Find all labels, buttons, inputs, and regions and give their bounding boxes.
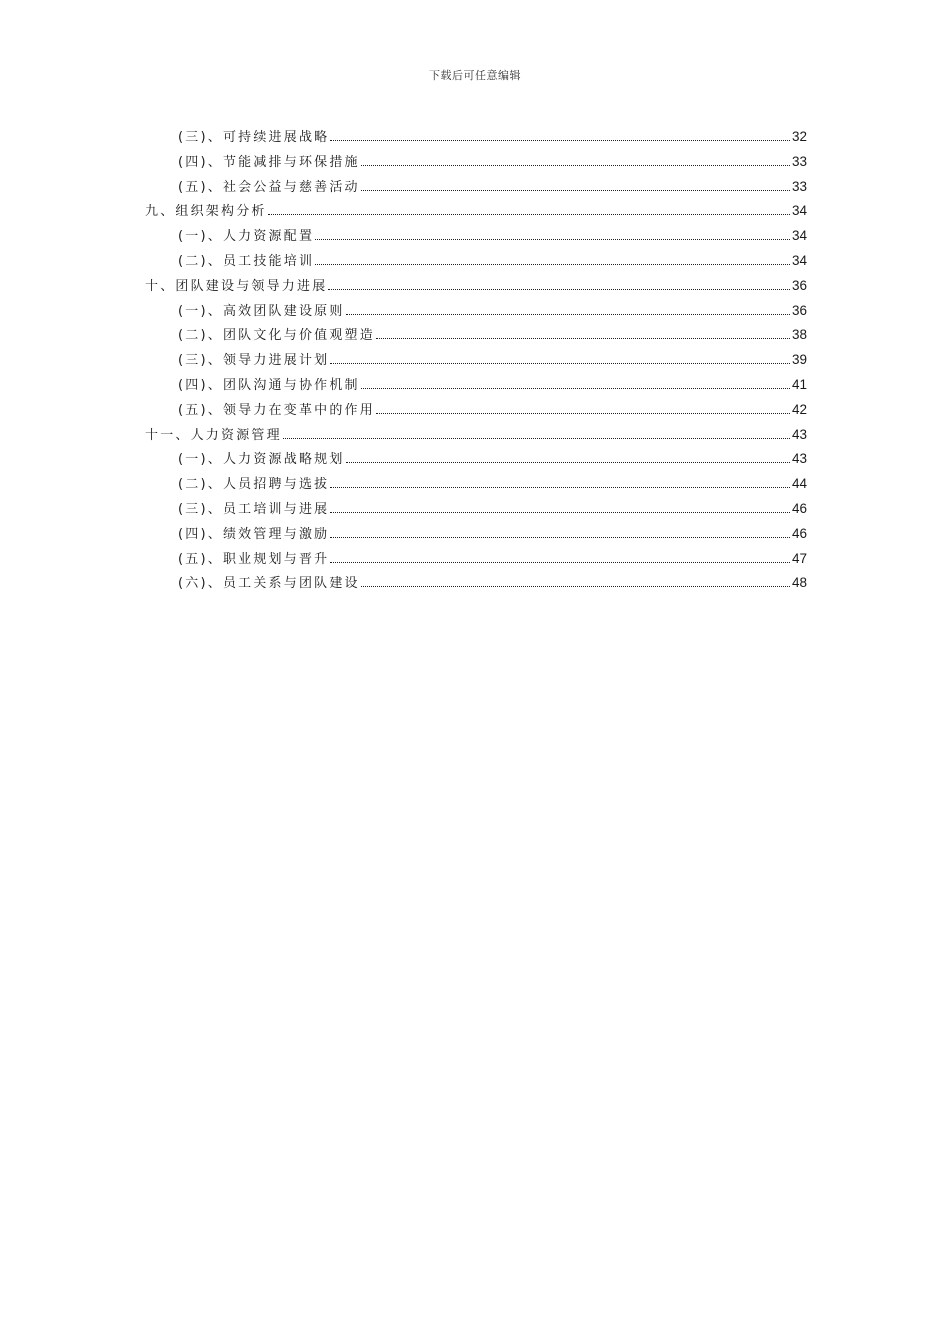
toc-page-number: 43 <box>791 451 807 467</box>
toc-section-entry[interactable] <box>145 473 807 498</box>
toc-section-entry[interactable] <box>145 151 807 176</box>
table-of-contents <box>145 126 807 597</box>
toc-dot-leader <box>361 586 790 587</box>
toc-dot-leader <box>361 388 790 389</box>
toc-page-number: 39 <box>791 352 807 368</box>
page-header: 下载后可任意编辑 <box>429 69 521 82</box>
toc-section-entry[interactable] <box>145 225 807 250</box>
toc-section-entry[interactable] <box>145 176 807 201</box>
toc-page-number: 34 <box>791 228 807 244</box>
toc-dot-leader <box>361 165 790 166</box>
toc-page-number: 33 <box>791 153 807 169</box>
toc-dot-leader <box>346 314 790 315</box>
toc-dot-leader <box>346 462 790 463</box>
toc-entry-label: (六)、员工关系与团队建设 <box>178 576 360 592</box>
toc-entry-label: (二)、员工技能培训 <box>178 253 315 269</box>
toc-chapter-entry[interactable] <box>145 275 807 300</box>
toc-page-number: 36 <box>791 277 807 293</box>
toc-dot-leader <box>330 140 790 141</box>
toc-entry-label: (二)、团队文化与价值观塑造 <box>178 328 375 344</box>
toc-dot-leader <box>315 239 790 240</box>
toc-entry-label: (四)、节能减排与环保措施 <box>178 154 360 170</box>
toc-dot-leader <box>376 338 790 339</box>
toc-entry-label: (五)、领导力在变革中的作用 <box>178 402 375 418</box>
toc-entry-label: (一)、高效团队建设原则 <box>178 303 345 319</box>
toc-dot-leader <box>328 289 790 290</box>
toc-page-number: 42 <box>791 401 807 417</box>
toc-page-number: 33 <box>791 178 807 194</box>
toc-entry-label: (四)、团队沟通与协作机制 <box>178 377 360 393</box>
toc-section-entry[interactable] <box>145 250 807 275</box>
toc-section-entry[interactable] <box>145 498 807 523</box>
toc-page-number: 32 <box>791 129 807 144</box>
toc-page-number: 34 <box>791 252 807 268</box>
toc-entry-label: (三)、领导力进展计划 <box>178 353 330 369</box>
toc-dot-leader <box>330 537 790 538</box>
toc-entry-label: (三)、可持续进展战略 <box>178 130 330 145</box>
toc-entry-label: (一)、人力资源战略规划 <box>178 452 345 468</box>
toc-section-entry[interactable] <box>145 448 807 473</box>
toc-section-entry[interactable] <box>145 374 807 399</box>
toc-page-number: 47 <box>791 550 807 566</box>
toc-page-number: 34 <box>791 203 807 219</box>
toc-dot-leader <box>330 512 790 513</box>
toc-page-number: 41 <box>791 376 807 392</box>
toc-entry-label: (二)、人员招聘与选拔 <box>178 477 330 493</box>
toc-entry-label: 十一、人力资源管理 <box>145 427 282 443</box>
toc-dot-leader <box>330 562 790 563</box>
toc-section-entry[interactable] <box>145 349 807 374</box>
toc-chapter-entry[interactable] <box>145 200 807 225</box>
toc-section-entry[interactable] <box>145 548 807 573</box>
toc-entry-label: (一)、人力资源配置 <box>178 229 315 245</box>
toc-dot-leader <box>283 438 790 439</box>
toc-chapter-entry[interactable] <box>145 424 807 449</box>
toc-entry-label: (四)、绩效管理与激励 <box>178 526 330 542</box>
toc-section-entry[interactable] <box>145 572 807 597</box>
toc-dot-leader <box>268 214 790 215</box>
toc-dot-leader <box>330 487 790 488</box>
toc-dot-leader <box>361 190 790 191</box>
toc-dot-leader <box>315 264 790 265</box>
toc-section-entry[interactable] <box>145 324 807 349</box>
toc-entry-label: (五)、社会公益与慈善活动 <box>178 179 360 195</box>
toc-page-number: 36 <box>791 302 807 318</box>
toc-page-number: 46 <box>791 525 807 541</box>
toc-page-number: 48 <box>791 575 807 591</box>
toc-section-entry[interactable] <box>145 300 807 325</box>
toc-entry-label: 九、组织架构分析 <box>145 204 267 220</box>
toc-entry-label: (三)、员工培训与进展 <box>178 501 330 517</box>
toc-dot-leader <box>376 413 790 414</box>
toc-page-number: 44 <box>791 476 807 492</box>
toc-entry-label: (五)、职业规划与晋升 <box>178 551 330 567</box>
toc-entry-label: 十、团队建设与领导力进展 <box>145 278 328 294</box>
toc-page-number: 43 <box>791 426 807 442</box>
toc-page-number: 46 <box>791 500 807 516</box>
toc-page-number: 38 <box>791 327 807 343</box>
toc-section-entry[interactable] <box>145 399 807 424</box>
toc-dot-leader <box>330 363 790 364</box>
toc-section-entry[interactable] <box>145 523 807 548</box>
toc-section-entry[interactable] <box>145 126 807 151</box>
